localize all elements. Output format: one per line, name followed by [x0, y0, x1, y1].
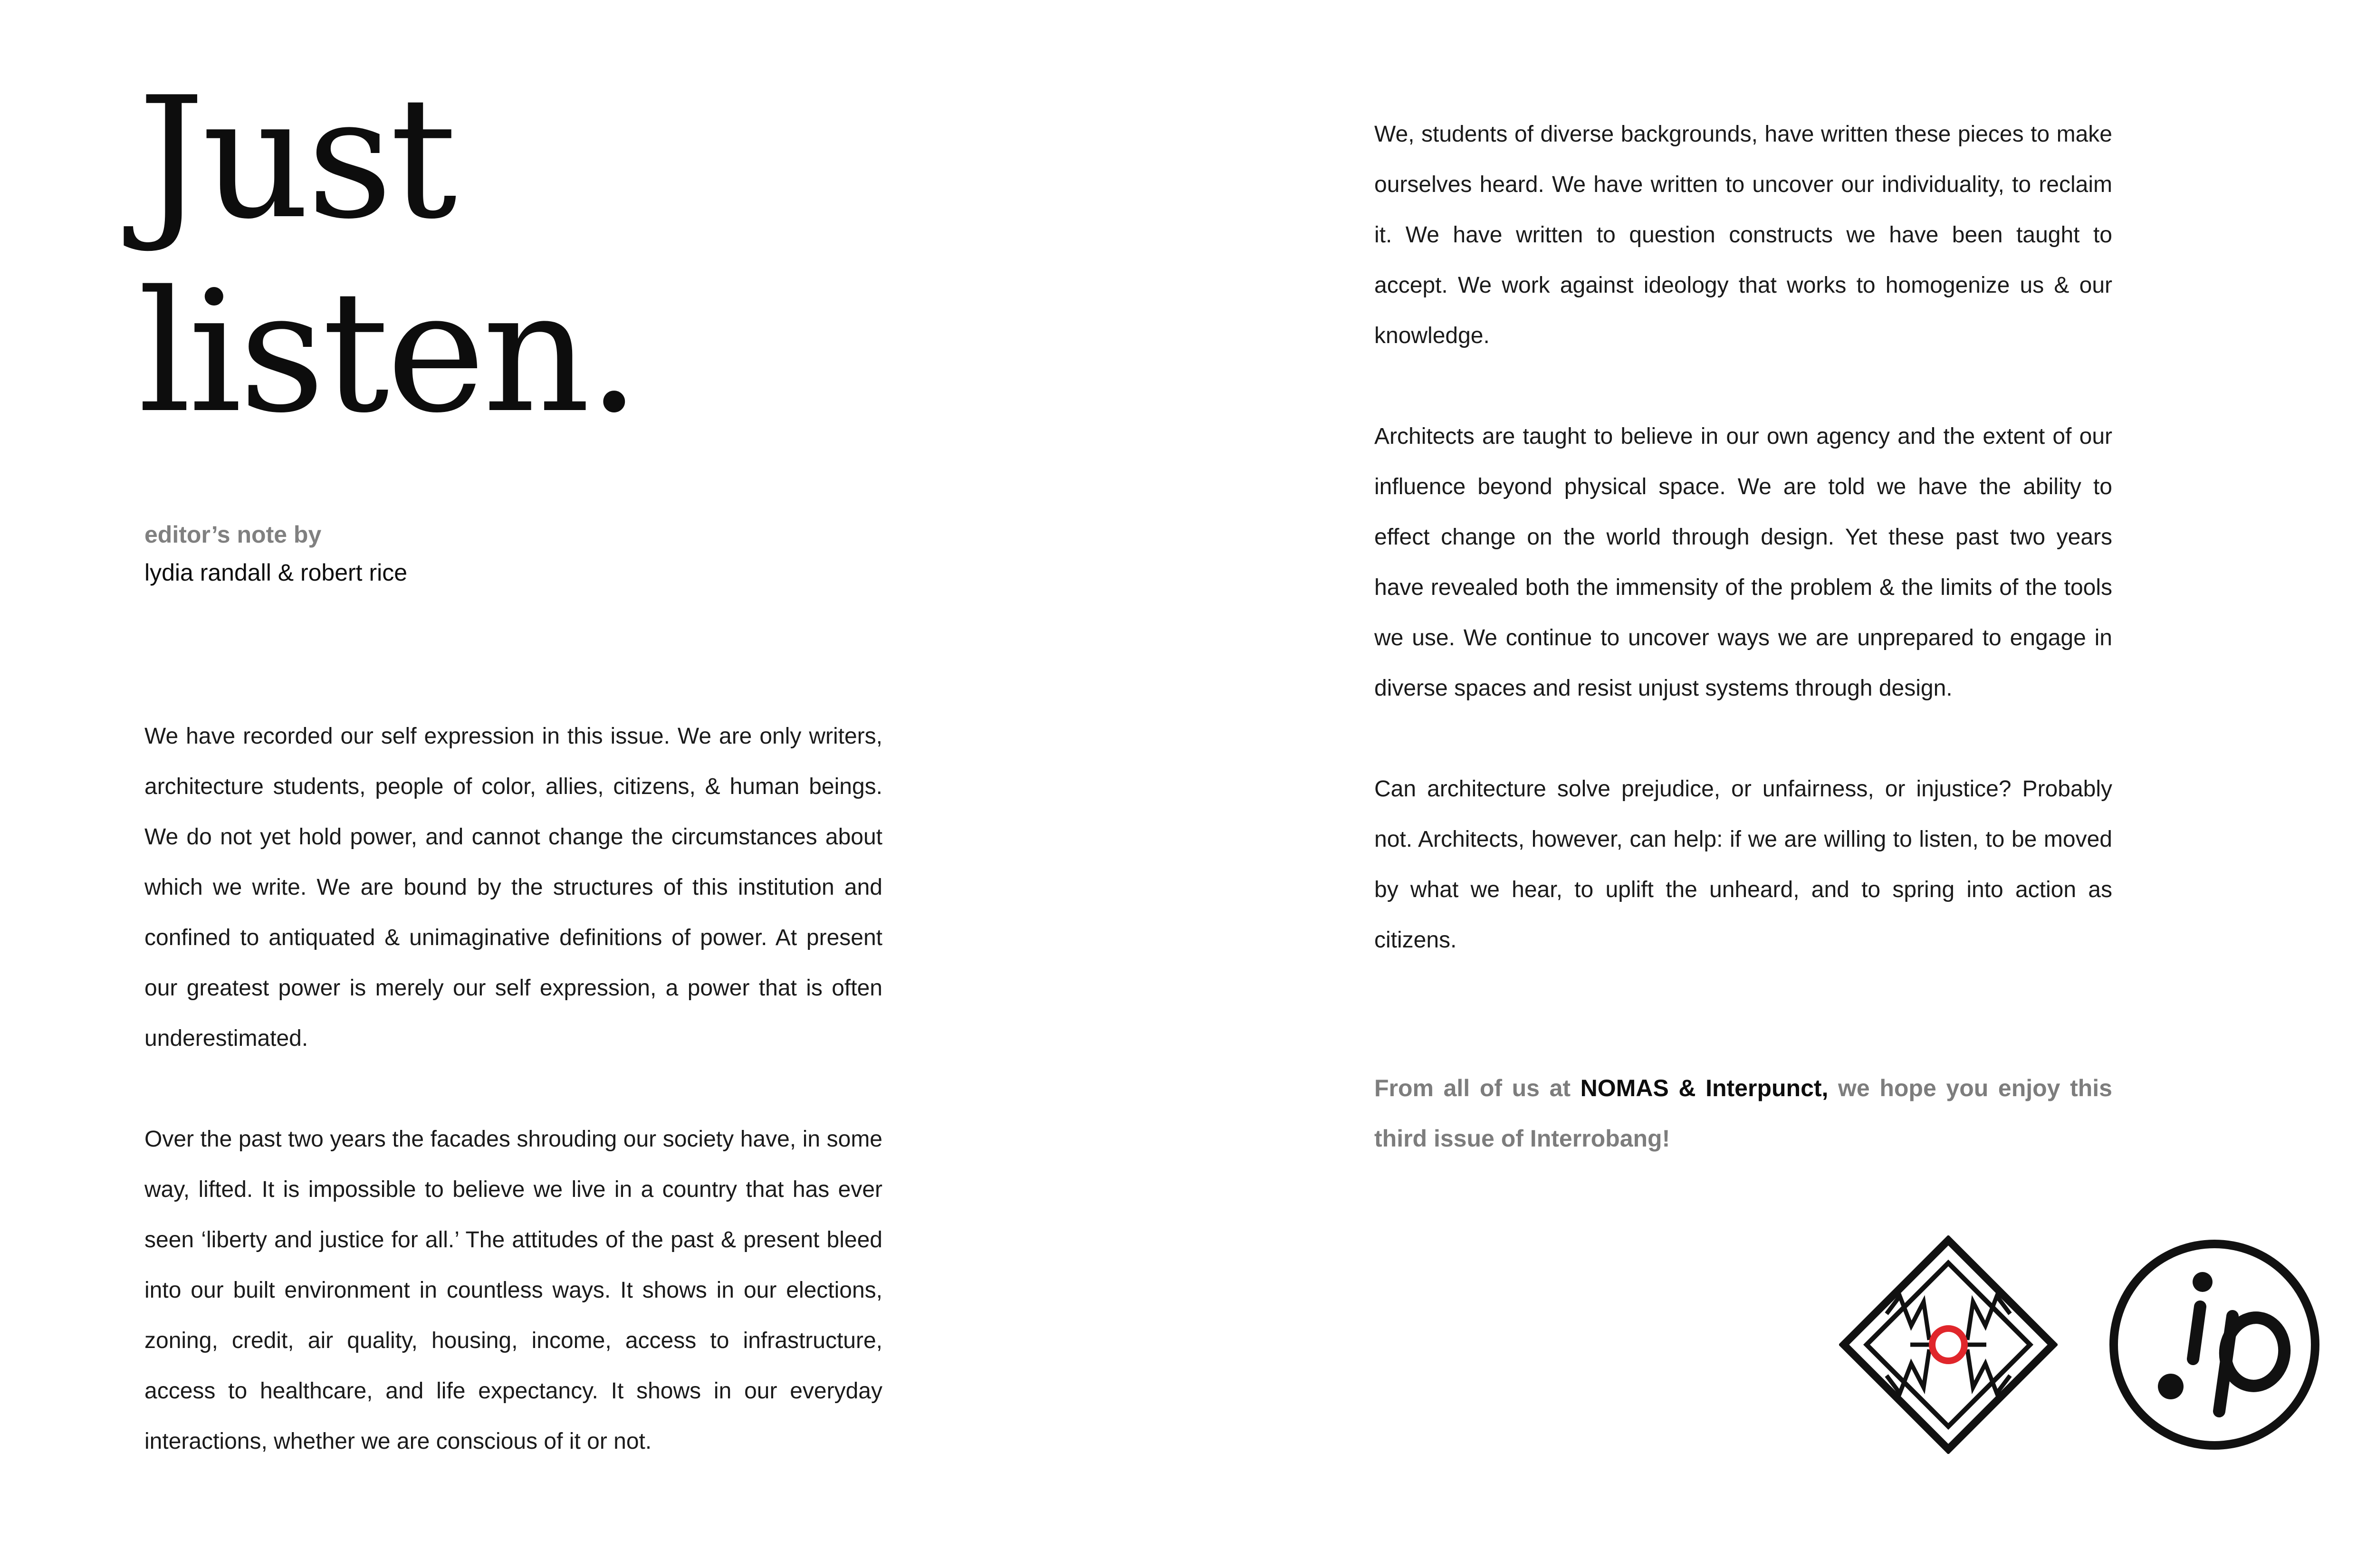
left-paragraph-2: Over the past two years the facades shrouding our society have, in some way, lifted. It is impossible to believe we live in a country that has ever seen ‘liberty and justice for all.’ The attitudes of the past & present bleed into our built environment in countless ways. It shows in our elections, zoning, credit, air quality, housing, income, access to infrastructure, access to healthcare, and life expectancy. It shows in our everyday interactions, whether we are conscious of it or not. [144, 1127, 882, 1454]
right-paragraph-3: Can architecture solve prejudice, or unfairness, or injustice? Probably not. Architects, however, can help: if we are willing to listen, to be moved by what we hear, to uplift the unheard, and to spring into action as citizens. [1374, 776, 2112, 953]
nomas-red-ring [1932, 1329, 1964, 1361]
interpunct-logo-icon [2105, 1235, 2324, 1454]
nomas-logo-icon [1839, 1235, 2058, 1454]
left-paragraph-1: We have recorded our self expression in this issue. We are only writers, architecture students, people of color, allies, citizens, & human beings. We do not yet hold power, and cannot change the circumstances about which we write. We are bound by the structures of this institution and confined to antiquated & unimaginative definitions of power. At present our greatest power is merely our self expression, a power that is often underestimated. [144, 724, 882, 1051]
byline [144, 516, 407, 592]
byline-label: editor’s note by [144, 521, 322, 548]
left-column [144, 711, 882, 1517]
signoff-intro: From all of us at [1374, 1075, 1581, 1101]
signoff [1374, 1063, 2112, 1164]
signoff-closing: we hope you enjoy this third issue of Interrobang! [1374, 1075, 2112, 1152]
signoff-orgs: NOMAS & Interpunct, [1580, 1075, 1829, 1101]
right-paragraph-1: We, students of diverse backgrounds, have written these pieces to make ourselves heard. We have written to uncover our individuality, to reclaim it. We have written to question constructs we have been taught to accept. We work against ideology that works to homogenize us & our knowledge. [1374, 122, 2112, 348]
right-paragraph-2: Architects are taught to believe in our own agency and the extent of our influence beyond physical space. We are told we have the ability to effect change on the world through design. Yet these past two years have revealed both the immensity of the problem & the limits of the tools we use. We continue to uncover ways we are unprepared to engage in diverse spaces and resist unjust systems through design. [1374, 424, 2112, 701]
title-line-1: Just [138, 61, 454, 256]
title-line-2: listen. [138, 255, 638, 450]
right-column [1374, 109, 2112, 1016]
byline-authors: lydia randall & robert rice [144, 559, 408, 586]
page-title [138, 62, 638, 449]
